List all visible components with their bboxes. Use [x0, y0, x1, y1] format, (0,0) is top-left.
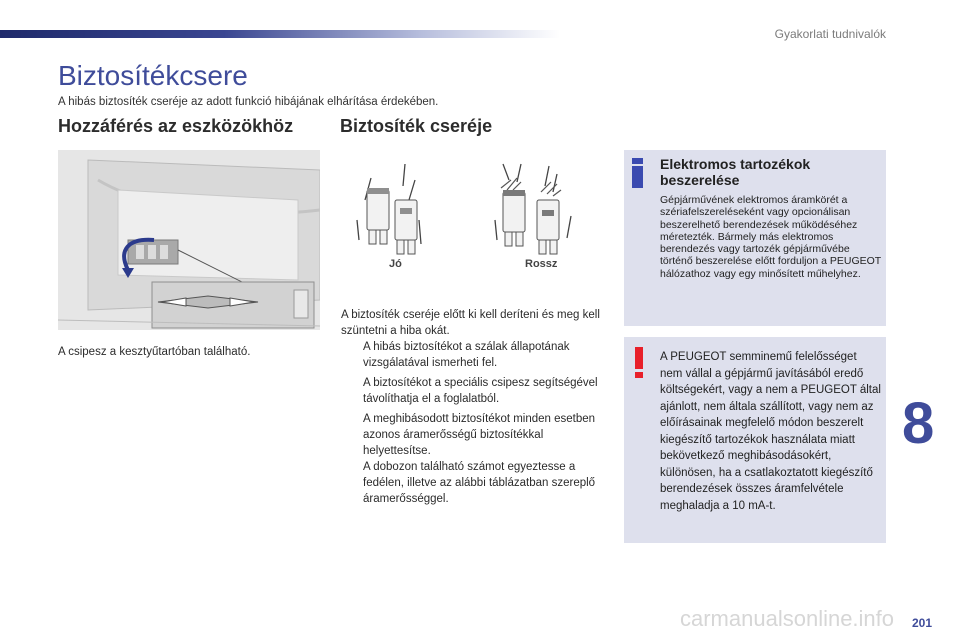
- chapter-number: 8: [902, 391, 935, 456]
- fuse-good-label: Jó: [389, 258, 402, 270]
- page-title: Biztosítékcsere: [58, 60, 248, 91]
- right-section-heading: Biztosíték cseréje: [340, 116, 493, 136]
- glovebox-illustration: [58, 150, 320, 330]
- footer-watermark: carmanualsonline.info: [680, 606, 895, 631]
- page-subtitle: A hibás biztosíték cseréje az adott funkció hibájának elhárítása érdekében.: [58, 96, 439, 108]
- step-text: A meghibásodott biztosítékot minden esetben azonos áramerősségű biztosítékkal helyettesítse.: [363, 413, 596, 457]
- warning-box: [624, 337, 886, 543]
- warning-body: A PEUGEOT semminemű felelősséget nem vállal a gépjármű javításából eredő költségekért, vagy a nem a PEUGEOT által ajánlott, nem általa szállított, vagy nem az előírásainak megfelelő módon beszerelt kiegészítő tartozékok használata miatt bekövetkező meghibásodásokért, különösen, ha a csatlakoztatott kiegészítő berendezések összes áramfelvétele meghaladja a 10 mA-t.: [660, 351, 881, 512]
- fuse-comparison-illustration: [345, 160, 585, 260]
- replacement-intro-text: A biztosíték cseréje előtt ki kell deríteni és meg kell szüntetni a hiba okát.: [341, 309, 600, 337]
- glovebox-caption: A csipesz a kesztyűtartóban található.: [58, 346, 251, 358]
- page-number: 201: [912, 616, 933, 630]
- fuse-bad-label: Rossz: [525, 258, 558, 270]
- info-title: Elektromos tartozékok beszerelése: [660, 156, 811, 188]
- left-section-heading: Hozzáférés az eszközökhöz: [58, 116, 294, 136]
- info-box: [624, 150, 886, 326]
- warning-icon: [633, 347, 645, 381]
- info-body: Gépjárművének elektromos áramkörét a szériafelszereléseként vagy opcionálisan beszerelhető berendezések működéséhez méretezték. Bármely más elektromos berendezés vagy tartozék gépjárművébe történő beszerelése előtt forduljon a PEUGEOT hálózathoz vagy egy minősített műhelyhez.: [660, 194, 882, 280]
- fuse-drawing: [345, 160, 585, 260]
- step-item: [341, 459, 603, 507]
- glovebox-drawing: [58, 150, 320, 330]
- step-item: [341, 339, 603, 371]
- section-header: Gyakorlati tudnivalók: [774, 27, 886, 41]
- step-list-b: [341, 375, 603, 517]
- step-text: A hibás biztosítékot a szálak állapotának vizsgálatával ismerheti fel.: [363, 341, 570, 369]
- step-text: A dobozon található számot egyeztesse a fedélen, illetve az alábbi táblázatban szereplő áramerősséggel.: [363, 461, 596, 505]
- step-item: [341, 375, 603, 407]
- step-item: [341, 411, 603, 459]
- step-text: A biztosítékot a speciális csipesz segítségével távolíthatja el a foglalatból.: [363, 377, 598, 405]
- info-icon: [632, 158, 643, 188]
- top-gradient-bar: [0, 30, 560, 38]
